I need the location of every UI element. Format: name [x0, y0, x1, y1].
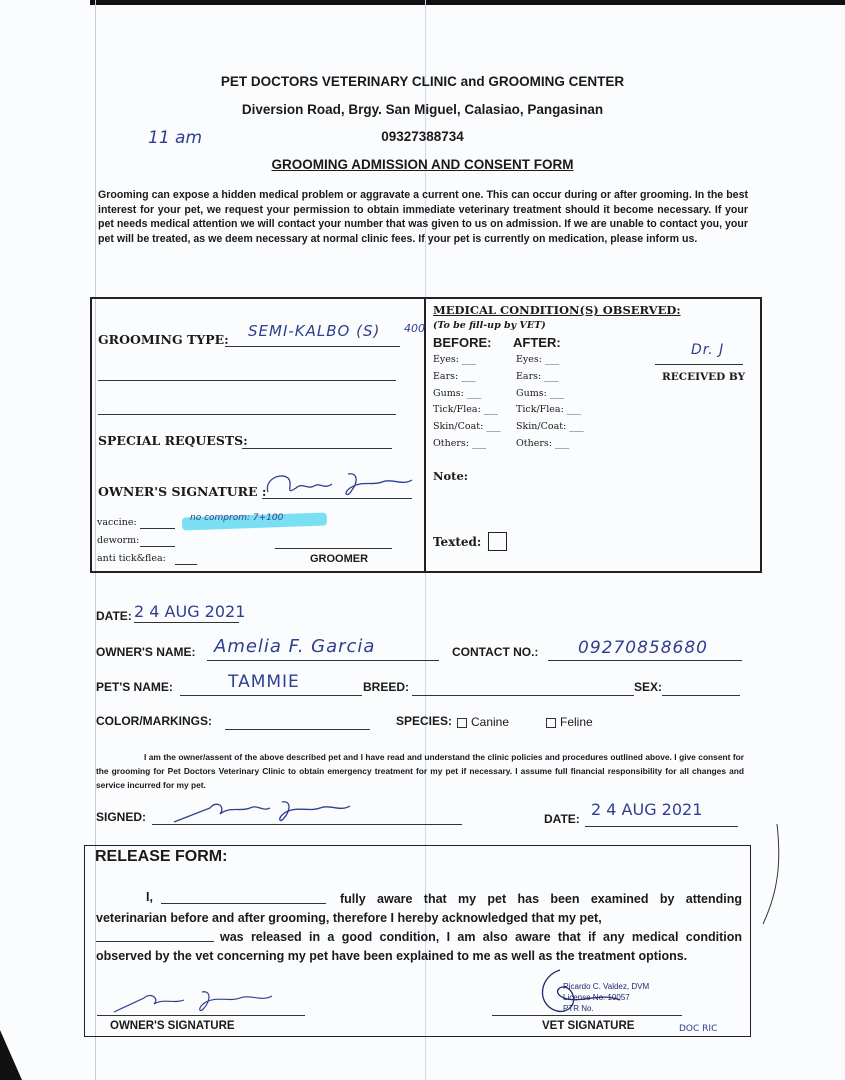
signed-signature-scribble [170, 796, 370, 826]
breed-label: BREED: [363, 680, 410, 694]
received-by-line[interactable] [655, 364, 743, 365]
clinic-address: Diversion Road, Brgy. San Miguel, Calasiao, Pangasinan [241, 102, 604, 117]
grooming-type-price: 400 [404, 322, 425, 335]
note-label: Note: [433, 469, 469, 483]
sex-line[interactable] [662, 695, 740, 696]
deworm-label: deworm: [97, 535, 140, 546]
grooming-blank-line-1 [98, 380, 396, 381]
texted-label: Texted: [433, 535, 482, 549]
anti-tick-line[interactable] [175, 564, 197, 565]
clinic-phone: 09327388734 [381, 129, 464, 144]
vet-stamp-license: License No. 10057 [563, 993, 630, 1002]
consent-date-value[interactable]: 2 4 AUG 2021 [591, 800, 703, 819]
date-value[interactable]: 2 4 AUG 2021 [134, 602, 246, 621]
vaccine-line[interactable] [140, 528, 175, 529]
scan-top-shadow [90, 0, 845, 5]
deworm-line[interactable] [140, 546, 175, 547]
groomer-line[interactable] [275, 548, 392, 549]
clinic-name: PET DOCTORS VETERINARY CLINIC and GROOMING CENTER [220, 74, 625, 89]
after-eyes[interactable]: Eyes: ___ [516, 354, 560, 365]
grooming-type-line [225, 346, 400, 347]
special-requests-label: SPECIAL REQUESTS: [98, 433, 248, 448]
breed-line[interactable] [412, 695, 634, 696]
pet-name-label: PET'S NAME: [96, 680, 173, 694]
owner-name-label: OWNER'S NAME: [96, 645, 196, 659]
release-owner-signature-scribble [110, 988, 290, 1016]
before-gums[interactable]: Gums: ___ [433, 387, 482, 399]
after-ears[interactable]: Ears: ___ [516, 370, 559, 382]
consent-paragraph: I am the owner/assent of the above described pet and I have read and understand the clinic policies and procedures outlined above. I give consent for the grooming for Pet Doctors Veterinary Clinic to obtain emergency treatment for my pet if necessary. I assume full financial responsibility for all changes and service incurred for my pet. [96, 752, 744, 790]
release-text-2-content: was released in a good condition, I am also aware that if any medical condition observed by the vet concerning my pet have been explained to me as well as the treatment options. [96, 930, 742, 963]
box-divider [424, 297, 426, 571]
medical-subtitle: (To be fill-up by VET) [433, 320, 546, 331]
grooming-type-label: GROOMING TYPE: [98, 332, 229, 347]
vaccine-note: no comprom: 7+100 [190, 513, 284, 523]
before-tick-flea[interactable]: Tick/Flea: ___ [433, 404, 499, 416]
owner-signature-label: OWNER'S SIGNATURE : [98, 484, 267, 499]
doc-note: DOC RIC [679, 1024, 718, 1034]
form-title: GROOMING ADMISSION AND CONSENT FORM [271, 157, 574, 172]
feline-checkbox[interactable] [546, 718, 556, 728]
release-text-1 [96, 890, 742, 928]
consent-date-label: DATE: [544, 812, 580, 826]
release-text-2 [96, 928, 742, 966]
owner-signature-scribble [262, 468, 422, 504]
received-by-value: Dr. J [691, 342, 725, 358]
special-requests-line[interactable] [242, 448, 392, 449]
handwritten-time: 11 am [148, 128, 203, 148]
before-skin-coat[interactable]: Skin/Coat: ___ [433, 421, 501, 433]
before-conditions [433, 354, 501, 455]
vet-stamp [563, 981, 649, 1014]
release-owner-label: OWNER'S SIGNATURE [110, 1020, 235, 1032]
groomer-label: GROOMER [310, 553, 369, 565]
vet-stamp-ptr: PTR No. [563, 1004, 594, 1013]
owner-name-line [207, 660, 439, 661]
received-by-label: RECEIVED BY [662, 371, 746, 383]
color-line[interactable] [225, 729, 370, 730]
after-label: AFTER: [513, 335, 561, 350]
after-gums[interactable]: Gums: ___ [516, 387, 565, 399]
after-others[interactable]: Others: ___ [516, 437, 570, 449]
texted-checkbox[interactable] [488, 532, 507, 551]
grooming-blank-line-2 [98, 414, 396, 415]
medical-title: MEDICAL CONDITION(S) OBSERVED: [433, 303, 681, 317]
after-skin-coat[interactable]: Skin/Coat: ___ [516, 421, 584, 433]
release-text-1-content: fully aware that my pet has been examined by attending veterinarian before and after grooming, therefore I hereby acknowledged that my pet, [96, 892, 742, 925]
margin-pen-mark [757, 820, 787, 930]
release-title: RELEASE FORM: [95, 848, 228, 865]
release-text-i: I, [146, 890, 153, 904]
pet-name-value[interactable]: TAMMIE [228, 672, 300, 692]
vaccine-label: vaccine: [97, 517, 137, 528]
species-feline[interactable]: Feline [546, 715, 593, 729]
scan-corner-shadow [0, 1030, 22, 1080]
vet-stamp-name: Ricardo C. Valdez, DVM [563, 982, 650, 991]
before-ears[interactable]: Ears: ___ [433, 370, 476, 382]
contact-value[interactable]: 09270858680 [578, 638, 708, 658]
before-label: BEFORE: [433, 335, 492, 350]
release-vet-line[interactable] [492, 1015, 682, 1016]
date-label: DATE: [96, 609, 132, 623]
before-eyes[interactable]: Eyes: ___ [433, 354, 477, 365]
after-conditions [516, 354, 584, 455]
color-label: COLOR/MARKINGS: [96, 714, 212, 728]
owner-name-value[interactable]: Amelia F. Garcia [214, 636, 376, 657]
release-vet-label: VET SIGNATURE [542, 1020, 635, 1032]
contact-line [548, 660, 742, 661]
before-others[interactable]: Others: ___ [433, 437, 487, 449]
pet-name-line [180, 695, 362, 696]
date-line [134, 622, 239, 623]
species-canine[interactable]: Canine [457, 715, 509, 729]
consent-date-line [585, 826, 738, 827]
species-label: SPECIES: [396, 714, 453, 728]
canine-checkbox[interactable] [457, 718, 467, 728]
intro-paragraph: Grooming can expose a hidden medical problem or aggravate a current one. This can occur during or after grooming. In the best interest for your pet, we request your permission to obtain immediate veterinary treatment should it become necessary. If your pet needs medical attention we will contact your number that was given to us on admission. If we are unable to contact you, your pet will be treated, as we deem necessary at normal clinic fees. If your pet is currently on medication, please inform us. [98, 189, 748, 245]
release-owner-line[interactable] [97, 1015, 305, 1016]
sex-label: SEX: [634, 680, 663, 694]
grooming-type-value[interactable]: SEMI-KALBO (S) [248, 322, 381, 340]
anti-tick-label: anti tick&flea: [97, 553, 166, 564]
signed-label: SIGNED: [96, 810, 147, 824]
contact-label: CONTACT NO.: [452, 645, 539, 659]
after-tick-flea[interactable]: Tick/Flea: ___ [516, 404, 582, 416]
